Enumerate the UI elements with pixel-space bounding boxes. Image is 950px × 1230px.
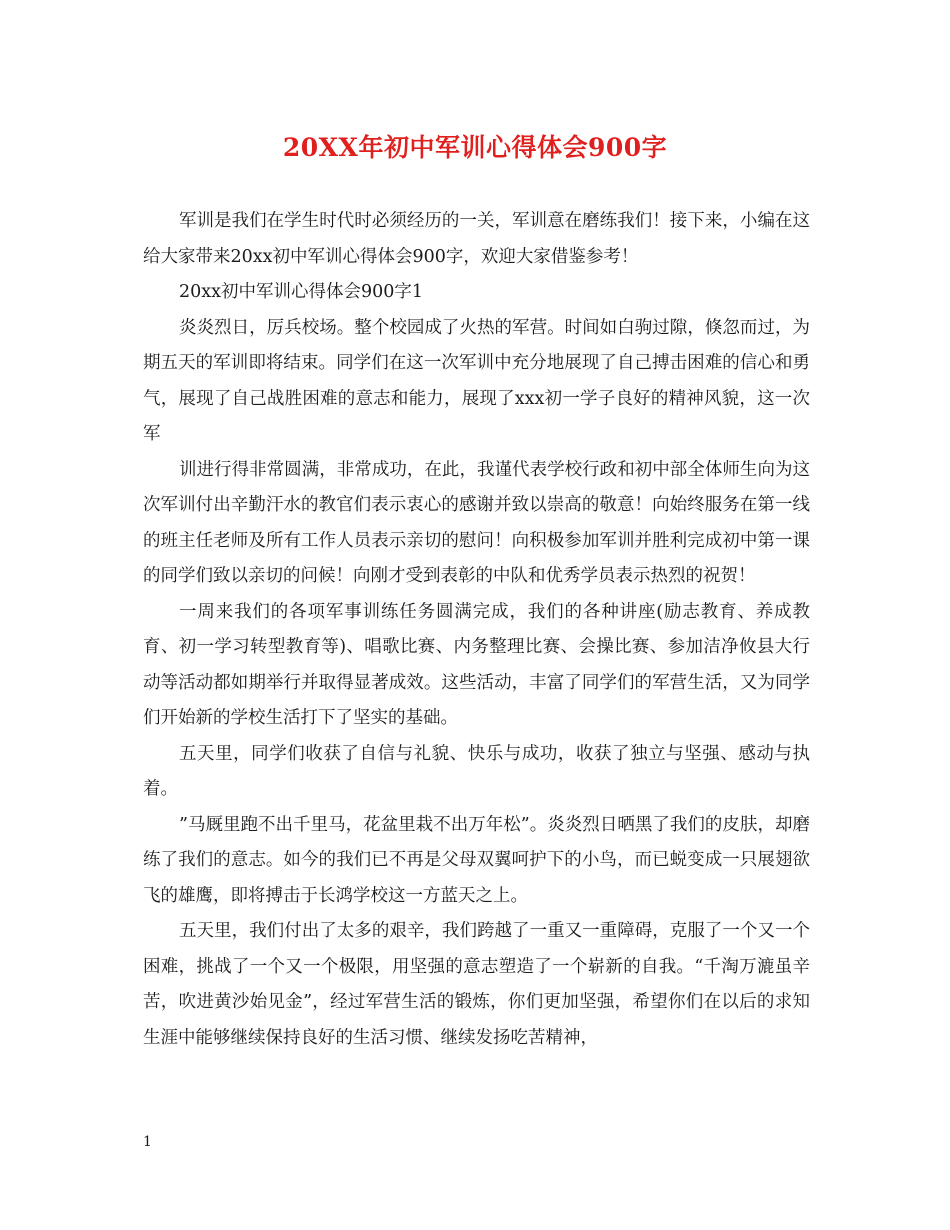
paragraph: 一周来我们的各项军事训练任务圆满完成，我们的各种讲座(励志教育、养成教育、初一学习转型教育等)、唱歌比赛、内务整理比赛、会操比赛、参加洁净攸县大行动等活动都如期举行并取得显著成效。这些活动，丰富了同学们的军营生活，又为同学们开始新的学校生活打下了坚实的基础。 [143,601,810,728]
paragraph-intro: 军训是我们在学生时代时必须经历的一关，军训意在磨练我们！接下来，小编在这给大家带来20xx初中军训心得体会900字，欢迎大家借鉴参考！ [143,211,810,267]
paragraph: 五天里，同学们收获了自信与礼貌、快乐与成功，收获了独立与坚强、感动与执着。 [143,743,810,799]
paragraph: 五天里，我们付出了太多的艰辛，我们跨越了一重又一重障碍，克服了一个又一个困难，挑战了一个又一个极限，用坚强的意志塑造了一个崭新的自我。“千淘万漉虽辛苦，吹进黄沙始见金”，经过军营生活的锻炼，你们更加坚强，希望你们在以后的求知生涯中能够继续保持良好的生活习惯、继续发扬吃苦精神， [143,921,810,1048]
document-title: 20XX年初中军训心得体会900字 [282,133,668,162]
paragraph: 训进行得非常圆满，非常成功，在此，我谨代表学校行政和初中部全体师生向为这次军训付出辛勤汗水的教官们表示衷心的感谢并致以崇高的敬意！向始终服务在第一线的班主任老师及所有工作人员表示亲切的慰问！向积极参加军训并胜利完成初中第一课的同学们致以亲切的问候！向刚才受到表彰的中队和优秀学员表示热烈的祝贺！ [143,459,810,586]
paragraph: 炎炎烈日，厉兵校场。整个校园成了火热的军营。时间如白驹过隙，倏忽而过，为期五天的军训即将结束。同学们在这一次军训中充分地展现了自己搏击困难的信心和勇气，展现了自己战胜困难的意志和能力，展现了xxx初一学子良好的精神风貌，这一次军 [143,317,810,444]
page-number: 1 [143,1134,152,1150]
document-body [143,204,810,1056]
paragraph: ”马厩里跑不出千里马，花盆里栽不出万年松”。炎炎烈日晒黑了我们的皮肤，却磨练了我们的意志。如今的我们已不再是父母双翼呵护下的小鸟，而已蜕变成一只展翅欲飞的雄鹰，即将搏击于长鸿学校这一方蓝天之上。 [143,814,810,906]
section-heading: 20xx初中军训心得体会900字1 [179,282,424,302]
